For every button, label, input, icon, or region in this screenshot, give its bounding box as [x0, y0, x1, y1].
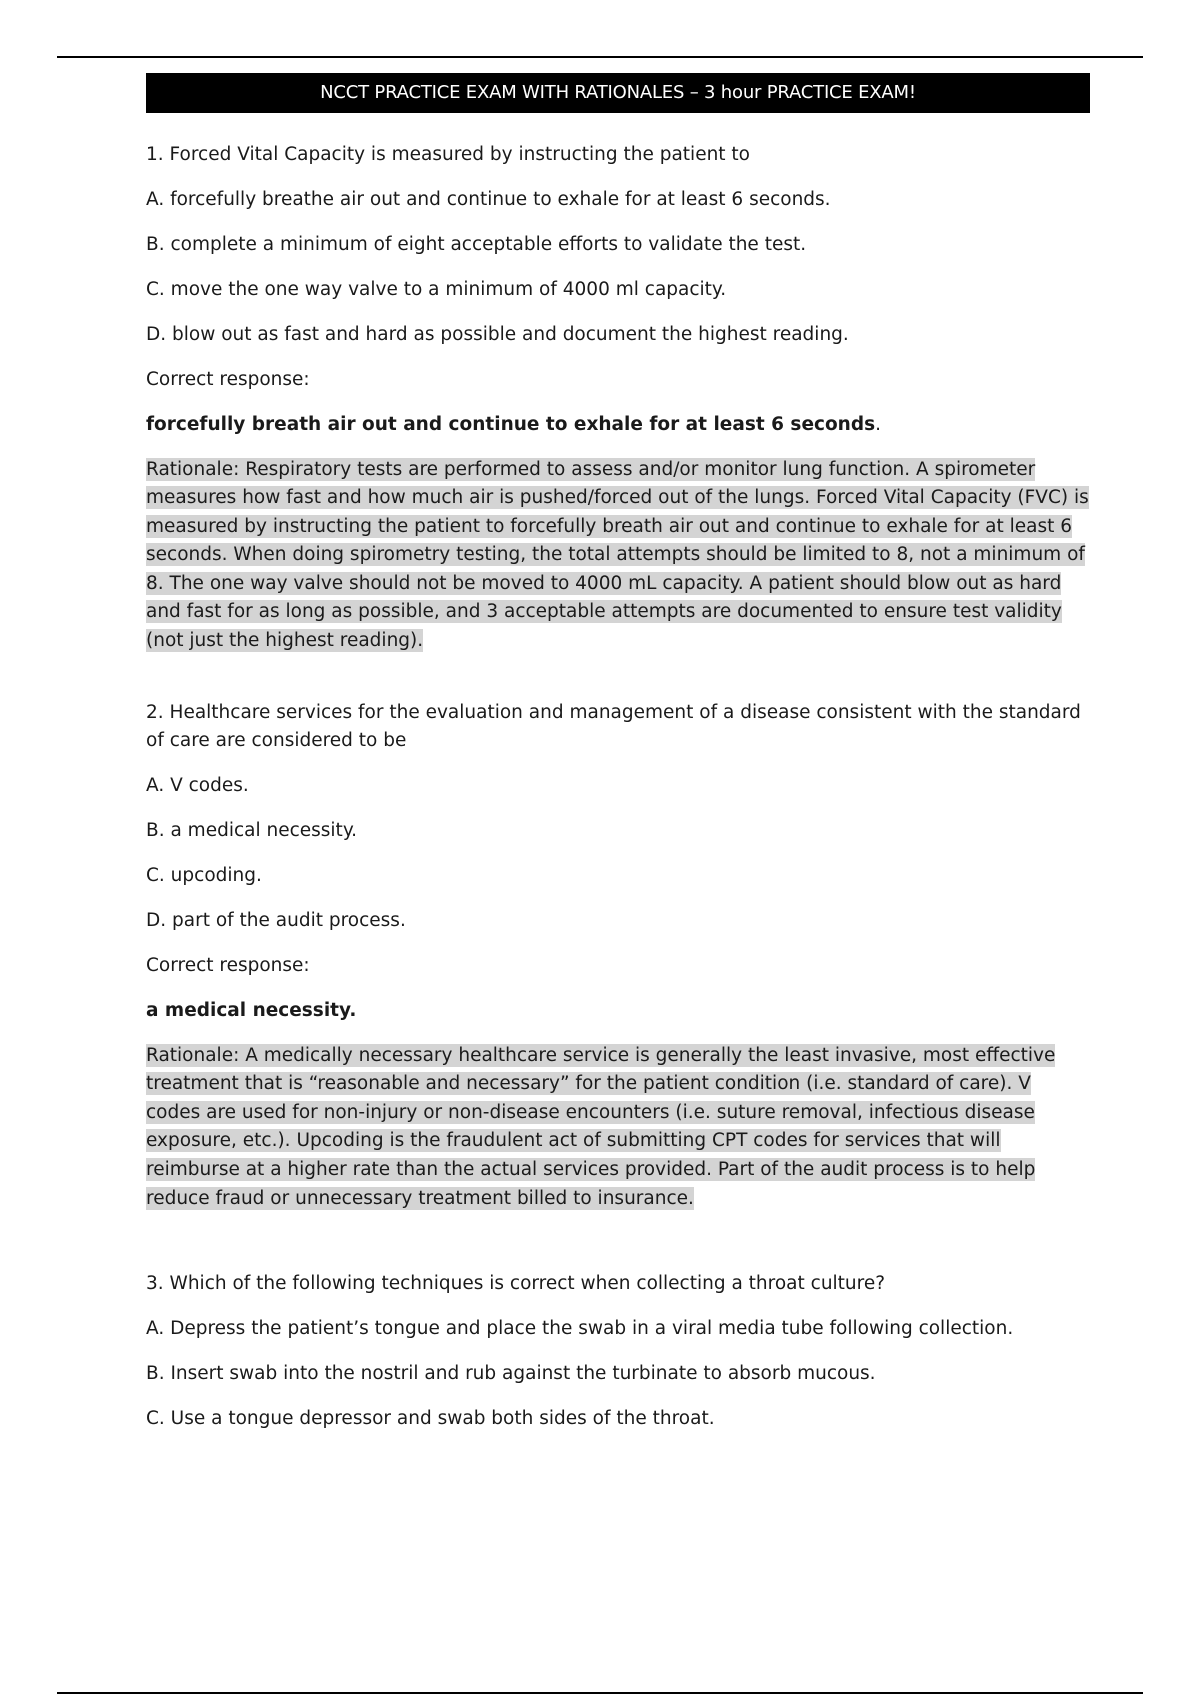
rationale-text: Rationale: Respiratory tests are performed to assess and/or monitor lung function. A spirometer measures how fast and how much air is pushed/forced out of the lungs. Forced Vital Capacity (FVC) is measured by instructing the patient to forcefully breath air out and continue to exhale for at least 6 seconds. When doing spirometry testing, the total attempts should be limited to 8, not a minimum of 8. The one way valve should not be moved to 4000 mL capacity. A patient should blow out as hard and fast for as long as possible, and 3 acceptable attempts are documented to ensure test validity (not just the highest reading).: [146, 458, 1089, 652]
answer-option-d: D. blow out as fast and hard as possible and document the highest reading.: [146, 323, 849, 345]
top-rule: [57, 56, 1143, 58]
correct-answer-suffix: .: [875, 413, 881, 435]
correct-response-label: Correct response:: [146, 368, 310, 390]
answer-option-b: B. a medical necessity.: [146, 819, 358, 841]
rationale: [146, 1042, 1090, 1214]
bottom-rule: [57, 1692, 1143, 1694]
question-2: [146, 699, 1090, 1214]
answer-option-c: C. Use a tongue depressor and swab both sides of the throat.: [146, 1407, 715, 1429]
question-stem: 1. Forced Vital Capacity is measured by instructing the patient to: [146, 144, 751, 165]
answer-option-c: C. upcoding.: [146, 864, 262, 886]
answer-option-c: C. move the one way valve to a minimum of 4000 ml capacity.: [146, 278, 727, 300]
question-stem: 2. Healthcare services for the evaluation and management of a disease consistent with the standard of care are considered to be: [146, 701, 1081, 752]
question-stem: 3. Which of the following techniques is correct when collecting a throat culture?: [146, 1273, 886, 1295]
correct-answer-text: forcefully breath air out and continue to exhale for at least 6 seconds: [146, 413, 876, 435]
question-1: [146, 141, 1090, 656]
rationale: [146, 456, 1090, 656]
answer-option-b: B. complete a minimum of eight acceptable efforts to validate the test.: [146, 233, 807, 255]
correct-answer: a medical necessity.: [146, 999, 357, 1021]
document-title: NCCT PRACTICE EXAM WITH RATIONALES – 3 hour PRACTICE EXAM!: [146, 73, 1090, 113]
question-3: [146, 1270, 1090, 1433]
answer-option-d: D. part of the audit process.: [146, 909, 406, 931]
answer-option-a: A. V codes.: [146, 774, 249, 796]
correct-answer: [146, 411, 1090, 440]
answer-option-a: A. Depress the patient’s tongue and place the swab in a viral media tube following collection.: [146, 1317, 1014, 1339]
correct-response-label: Correct response:: [146, 954, 310, 976]
answer-option-a: A. forcefully breathe air out and continue to exhale for at least 6 seconds.: [146, 188, 831, 210]
document-page: [146, 73, 1090, 1450]
answer-option-b: B. Insert swab into the nostril and rub against the turbinate to absorb mucous.: [146, 1362, 876, 1384]
rationale-text: Rationale: A medically necessary healthcare service is generally the least invasive, most effective treatment that is “reasonable and necessary” for the patient condition (i.e. standard of care). V codes are used for non-injury or non-disease encounters (i.e. suture removal, infectious disease exposure, etc.). Upcoding is the fraudulent act of submitting CPT codes for services that will reimburse at a higher rate than the actual services provided. Part of the audit process is to help reduce fraud or unnecessary treatment billed to insurance.: [146, 1044, 1056, 1209]
